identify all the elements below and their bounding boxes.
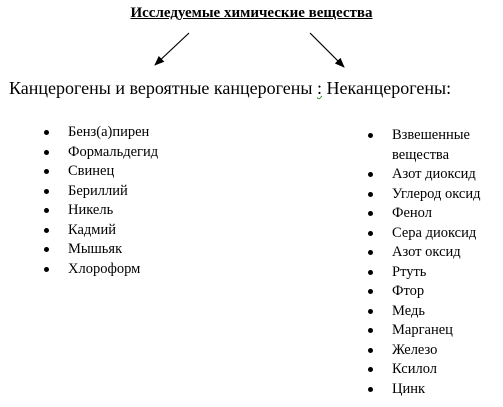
bullet-icon xyxy=(368,289,373,294)
non-carcinogens-list xyxy=(368,126,492,399)
list-item-label: Бериллий xyxy=(68,182,128,199)
list-item-label: Формальдегид xyxy=(68,143,159,160)
bullet-icon xyxy=(44,130,49,135)
bullet-icon xyxy=(368,387,373,392)
bullet-icon xyxy=(44,208,49,213)
bullet-icon xyxy=(368,348,373,353)
list-item xyxy=(44,162,158,182)
list-item xyxy=(368,282,492,302)
list-item xyxy=(368,263,492,283)
list-item xyxy=(44,123,158,143)
list-item-label: Ксилол xyxy=(392,361,438,377)
bullet-icon xyxy=(368,192,373,197)
list-item xyxy=(368,360,492,380)
document-title: Исследуемые химические вещества xyxy=(130,5,373,21)
list-item-label: Углерод оксид xyxy=(392,185,481,202)
bullet-icon xyxy=(368,250,373,255)
list-item-label: Сера диоксид xyxy=(392,224,477,241)
bullet-icon xyxy=(368,270,373,275)
arrow-left xyxy=(155,33,189,65)
bullet-icon xyxy=(368,231,373,236)
list-item xyxy=(368,204,492,224)
list-item-label: Никель xyxy=(68,202,114,218)
arrow-right xyxy=(310,33,344,67)
list-item-label: Медь xyxy=(392,302,425,319)
bullet-icon xyxy=(368,328,373,333)
list-item-label: Фенол xyxy=(392,205,432,221)
list-item-label: Фтор xyxy=(392,283,425,299)
bullet-icon xyxy=(368,367,373,372)
bullet-icon xyxy=(44,189,49,194)
list-item xyxy=(44,182,158,202)
list-item xyxy=(368,243,492,263)
list-item-label: Цинк xyxy=(392,380,426,397)
heading-separator: : xyxy=(317,78,323,98)
bullet-icon xyxy=(44,169,49,174)
bullet-icon xyxy=(44,150,49,155)
bullet-icon xyxy=(44,247,49,252)
list-item xyxy=(44,221,158,241)
list-item xyxy=(368,165,492,185)
list-item xyxy=(44,143,158,163)
categories-heading xyxy=(9,77,451,99)
list-item xyxy=(368,341,492,361)
list-item xyxy=(44,240,158,260)
list-item xyxy=(368,302,492,322)
list-item-label: Хлороформ xyxy=(68,260,141,277)
list-item-label: Взвешенные вещества xyxy=(392,127,470,163)
list-item xyxy=(368,380,492,400)
list-item xyxy=(368,185,492,205)
list-item-label: Ртуть xyxy=(392,263,427,280)
bullet-icon xyxy=(44,228,49,233)
list-item-label: Бенз(а)пирен xyxy=(68,124,150,140)
bullet-icon xyxy=(368,211,373,216)
list-item-label: Азот диоксид xyxy=(392,166,476,182)
carcinogens-heading: Канцерогены и вероятные канцерогены xyxy=(9,78,313,98)
list-item xyxy=(368,126,492,165)
list-item xyxy=(44,260,158,280)
list-item-label: Свинец xyxy=(68,163,115,179)
non-carcinogens-heading: Неканцерогены: xyxy=(326,78,452,98)
carcinogens-list xyxy=(44,123,158,279)
list-item-label: Азот оксид xyxy=(392,244,461,260)
list-item-label: Кадмий xyxy=(68,221,116,238)
bullet-icon xyxy=(368,133,373,138)
bullet-icon xyxy=(368,172,373,177)
list-item-label: Мышьяк xyxy=(68,241,123,257)
list-item xyxy=(368,321,492,341)
list-item xyxy=(44,201,158,221)
bullet-icon xyxy=(44,267,49,272)
list-item-label: Железо xyxy=(392,341,438,358)
bullet-icon xyxy=(368,309,373,314)
list-item xyxy=(368,224,492,244)
list-item-label: Марганец xyxy=(392,322,453,338)
